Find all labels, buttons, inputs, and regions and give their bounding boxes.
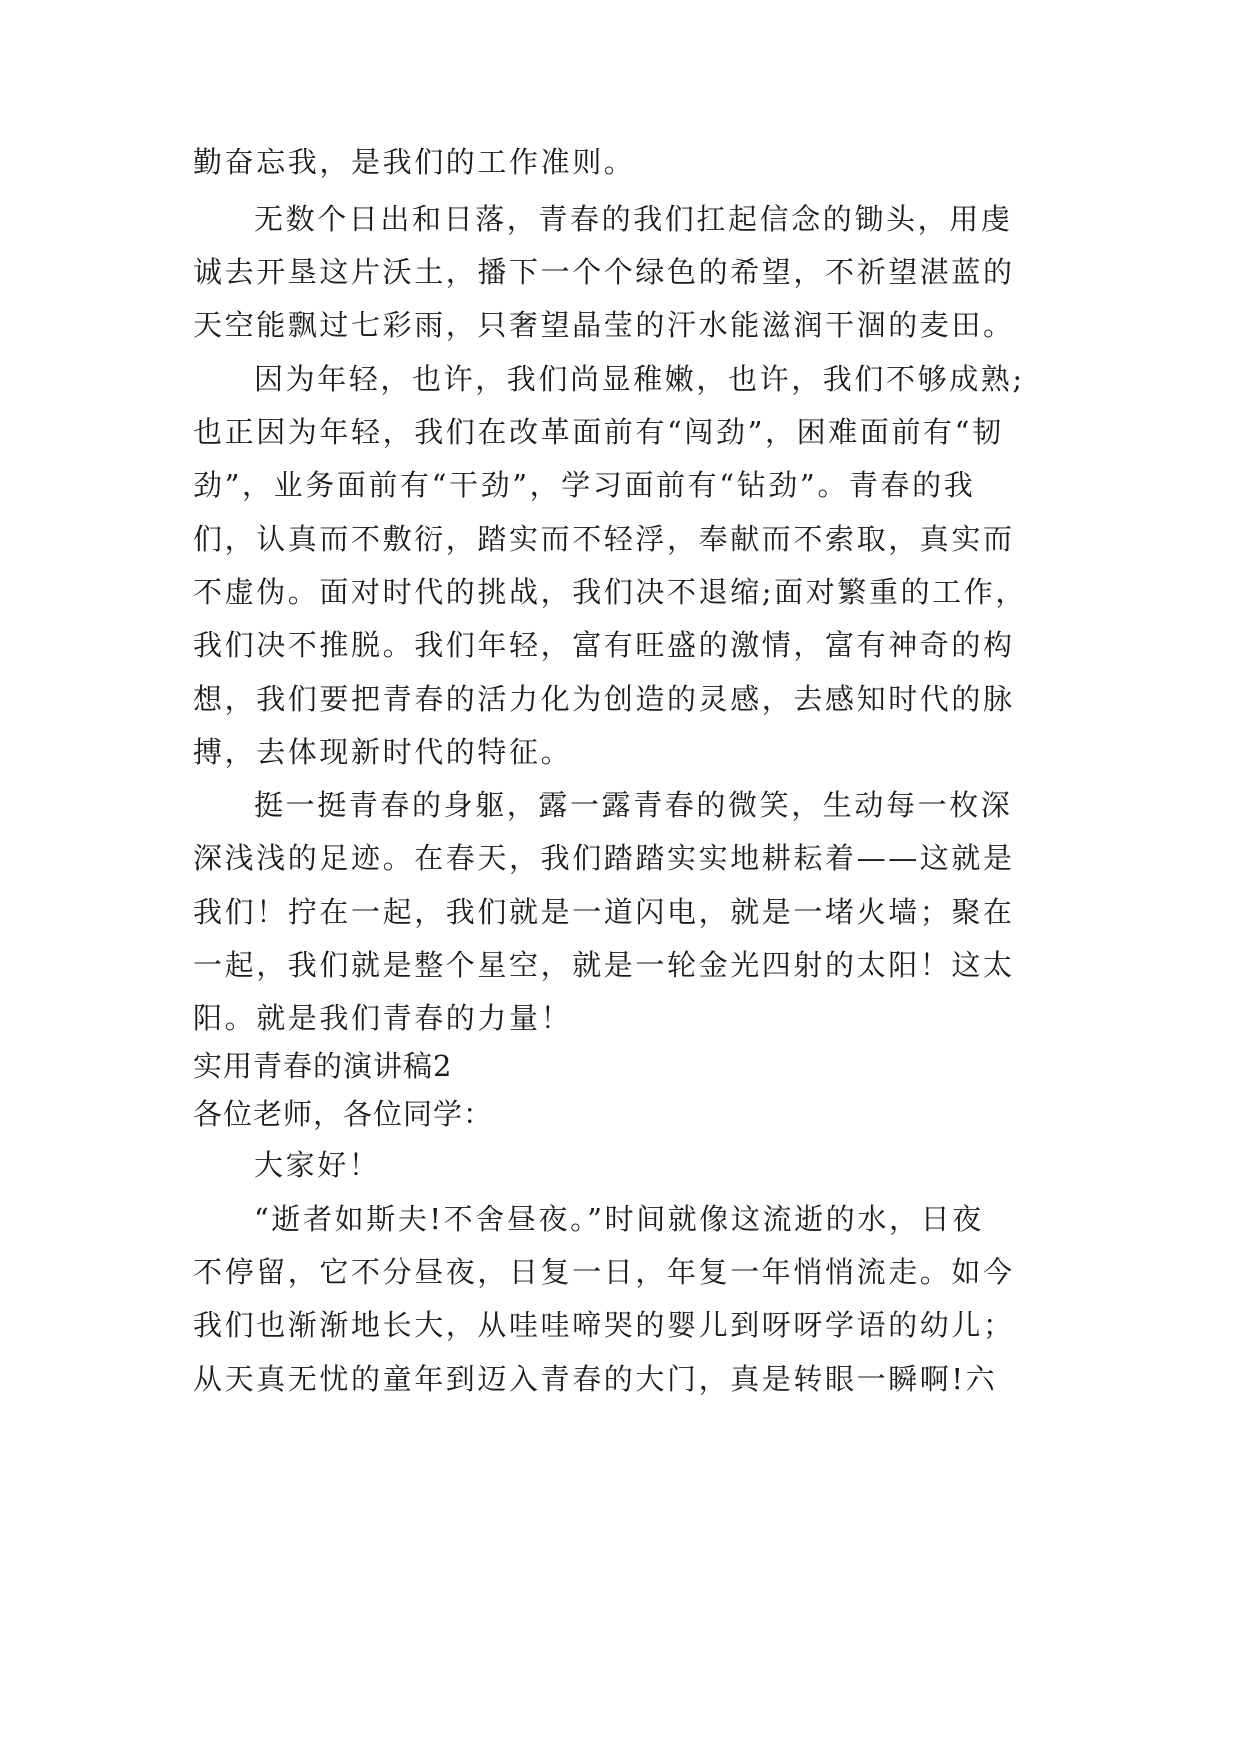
paragraph-line: 不虚伪。面对时代的挑战，我们决不退缩;面对繁重的工作， — [193, 575, 1027, 609]
paragraph-line: 也正因为年轻，我们在改革面前有“闯劲”，困难面前有“韧 — [193, 415, 1004, 449]
paragraph-line: 从天真无忧的童年到迈入青春的大门，真是转眼一瞬啊!六 — [193, 1362, 998, 1396]
paragraph-line: 一起，我们就是整个星空，就是一轮金光四射的太阳！这太 — [193, 948, 1015, 982]
section-heading: 实用青春的演讲稿2 — [193, 1049, 453, 1083]
paragraph-line: 我们！拧在一起，我们就是一道闪电，就是一堵火墙；聚在 — [193, 895, 1015, 929]
paragraph-line: 阳。就是我们青春的力量！ — [193, 1001, 573, 1035]
paragraph-line: 天空能飘过七彩雨，只奢望晶莹的汗水能滋润干涸的麦田。 — [193, 308, 1015, 342]
paragraph-line: 因为年轻，也许，我们尚显稚嫩，也许，我们不够成熟; — [254, 362, 1025, 396]
paragraph-line: 搏，去体现新时代的特征。 — [193, 735, 573, 769]
paragraph-line: 勤奋忘我，是我们的工作准则。 — [193, 145, 636, 179]
salutation: 各位老师，各位同学： — [193, 1097, 494, 1131]
paragraph-line: 无数个日出和日落，青春的我们扛起信念的锄头，用虔 — [254, 202, 1013, 236]
greeting: 大家好！ — [254, 1148, 381, 1182]
paragraph-line: 不停留，它不分昼夜，日复一日，年复一年悄悄流走。如今 — [193, 1255, 1015, 1289]
paragraph-line: 诚去开垦这片沃土，播下一个个绿色的希望，不祈望湛蓝的 — [193, 255, 1015, 289]
paragraph-line: 深浅浅的足迹。在春天，我们踏踏实实地耕耘着——这就是 — [193, 841, 1015, 875]
paragraph-line: 挺一挺青春的身躯，露一露青春的微笑，生动每一枚深 — [254, 788, 1013, 822]
paragraph-line: 们，认真而不敷衍，踏实而不轻浮，奉献而不索取，真实而 — [193, 522, 1015, 556]
paragraph-line: “逝者如斯夫!不舍昼夜。”时间就像这流逝的水，日夜 — [254, 1202, 984, 1236]
paragraph-line: 想，我们要把青春的活力化为创造的灵感，去感知时代的脉 — [193, 682, 1015, 716]
paragraph-line: 我们决不推脱。我们年轻，富有旺盛的激情，富有神奇的构 — [193, 628, 1015, 662]
paragraph-line: 我们也渐渐地长大，从哇哇啼哭的婴儿到呀呀学语的幼儿； — [193, 1308, 1015, 1342]
paragraph-line: 劲”，业务面前有“干劲”，学习面前有“钻劲”。青春的我 — [193, 468, 976, 502]
